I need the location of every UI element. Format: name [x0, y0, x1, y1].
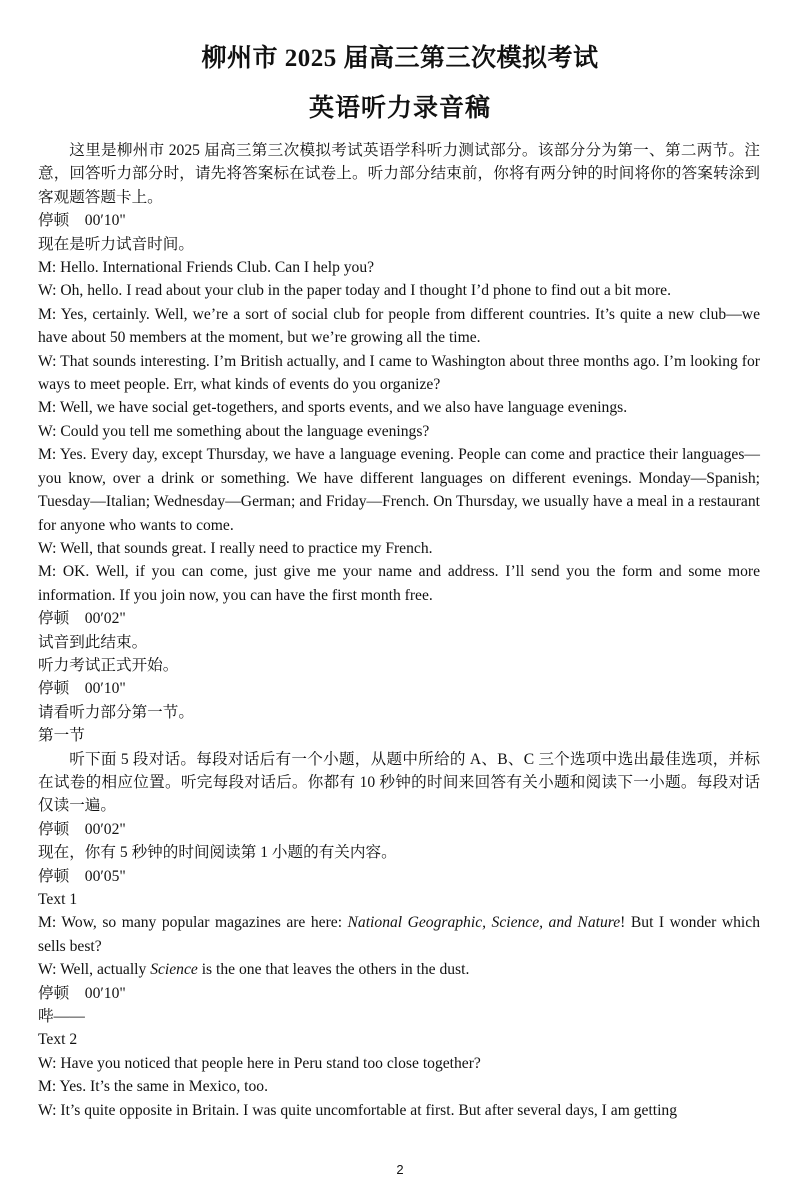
dialogue-text: M: Wow, so many popular magazines are here:	[38, 914, 348, 932]
instruction-line: 现在是听力试音时间。	[38, 235, 194, 253]
magazine-titles: National Geographic, Science, and Nature	[347, 914, 621, 932]
dialogue-line	[38, 911, 760, 958]
pause-line: 停顿 00′05"	[38, 867, 126, 885]
section-heading: 第一节	[38, 727, 85, 745]
text-heading: Text 2	[38, 1031, 78, 1049]
dialogue-line: M: Yes. Every day, except Thursday, we have a language evening. People can come and practice their languages—you know, over a drink or something. We have different languages on different evenings. Monday—Spanish; Tuesday—Italian; Wednesday—German; and Friday—French. On Thursday, we usually have a meal in a restaurant for anyone who wants to come.	[38, 446, 760, 534]
dialogue-line: W: It’s quite opposite in Britain. I was quite uncomfortable at first. But after several days, I am getting	[38, 1101, 678, 1119]
dialogue-text: is the one that leaves the others in the dust.	[197, 961, 470, 979]
dialogue-text: ! But I wonder which sells best?	[38, 914, 760, 955]
dialogue-line: W: Could you tell me something about the language evenings?	[38, 422, 430, 440]
pause-line: 停顿 00′02"	[38, 820, 126, 838]
instruction-line: 请看听力部分第一节。	[38, 703, 194, 721]
page-number: 2	[396, 1162, 404, 1177]
dialogue-line: W: That sounds interesting. I’m British actually, and I came to Washington about three months ago. I’m looking for ways to meet people. Err, what kinds of events do you organize?	[38, 352, 760, 394]
dialogue-line: M: Well, we have social get-togethers, and sports events, and we also have language evenings.	[38, 399, 628, 417]
magazine-title: Science	[150, 961, 198, 979]
document-title: 柳州市 2025 届高三第三次模拟考试	[201, 45, 599, 72]
instruction-line: 现在，你有 5 秒钟的时间阅读第 1 小题的有关内容。	[38, 844, 397, 862]
pause-line: 停顿 00′02"	[38, 610, 126, 628]
pause-line: 停顿 00′10"	[38, 212, 126, 230]
dialogue-line: M: OK. Well, if you can come, just give me your name and address. I’ll send you the form and some more information. If you join now, you can have the first month free.	[38, 563, 760, 604]
section-instructions: 听下面 5 段对话。每段对话后有一个小题，从题中所给的 A、B、C 三个选项中选出最佳选项，并标在试卷的相应位置。听完每段对话后。你都有 10 秒钟的时间来回答有关小题和阅读下一小题。每段对话仅读一遍。	[38, 750, 760, 815]
dialogue-line: M: Yes, certainly. Well, we’re a sort of social club for people from different countries. It’s quite a new club—we have about 50 members at the moment, but we’re growing all the time.	[38, 305, 760, 347]
dialogue-text: W: Well, actually	[38, 961, 151, 979]
dialogue-line: W: Oh, hello. I read about your club in the paper today and I thought I’d phone to find out a bit more.	[38, 282, 671, 300]
beep-line: 哔——	[38, 1008, 85, 1026]
dialogue-line: W: Have you noticed that people here in Peru stand too close together?	[38, 1054, 481, 1072]
dialogue-line: W: Well, that sounds great. I really need to practice my French.	[38, 539, 433, 557]
document-subtitle: 英语听力录音稿	[308, 95, 491, 122]
text-heading: Text 1	[38, 891, 78, 908]
pause-line: 停顿 00′10"	[38, 680, 126, 698]
dialogue-line: M: Hello. International Friends Club. Can I help you?	[38, 259, 375, 277]
instruction-line: 听力考试正式开始。	[38, 656, 179, 674]
intro-paragraph: 这里是柳州市 2025 届高三第三次模拟考试英语学科听力测试部分。该部分分为第一、第二两节。注意，回答听力部分时，请先将答案标在试卷上。听力部分结束前，你将有两分钟的时间将你的答案转涂到客观题答题卡上。	[38, 142, 760, 206]
instruction-line: 试音到此结束。	[38, 633, 148, 651]
transcript-body	[38, 139, 760, 1122]
dialogue-line	[38, 958, 760, 981]
dialogue-line: M: Yes. It’s the same in Mexico, too.	[38, 1078, 268, 1096]
pause-line: 停顿 00′10"	[38, 984, 126, 1002]
